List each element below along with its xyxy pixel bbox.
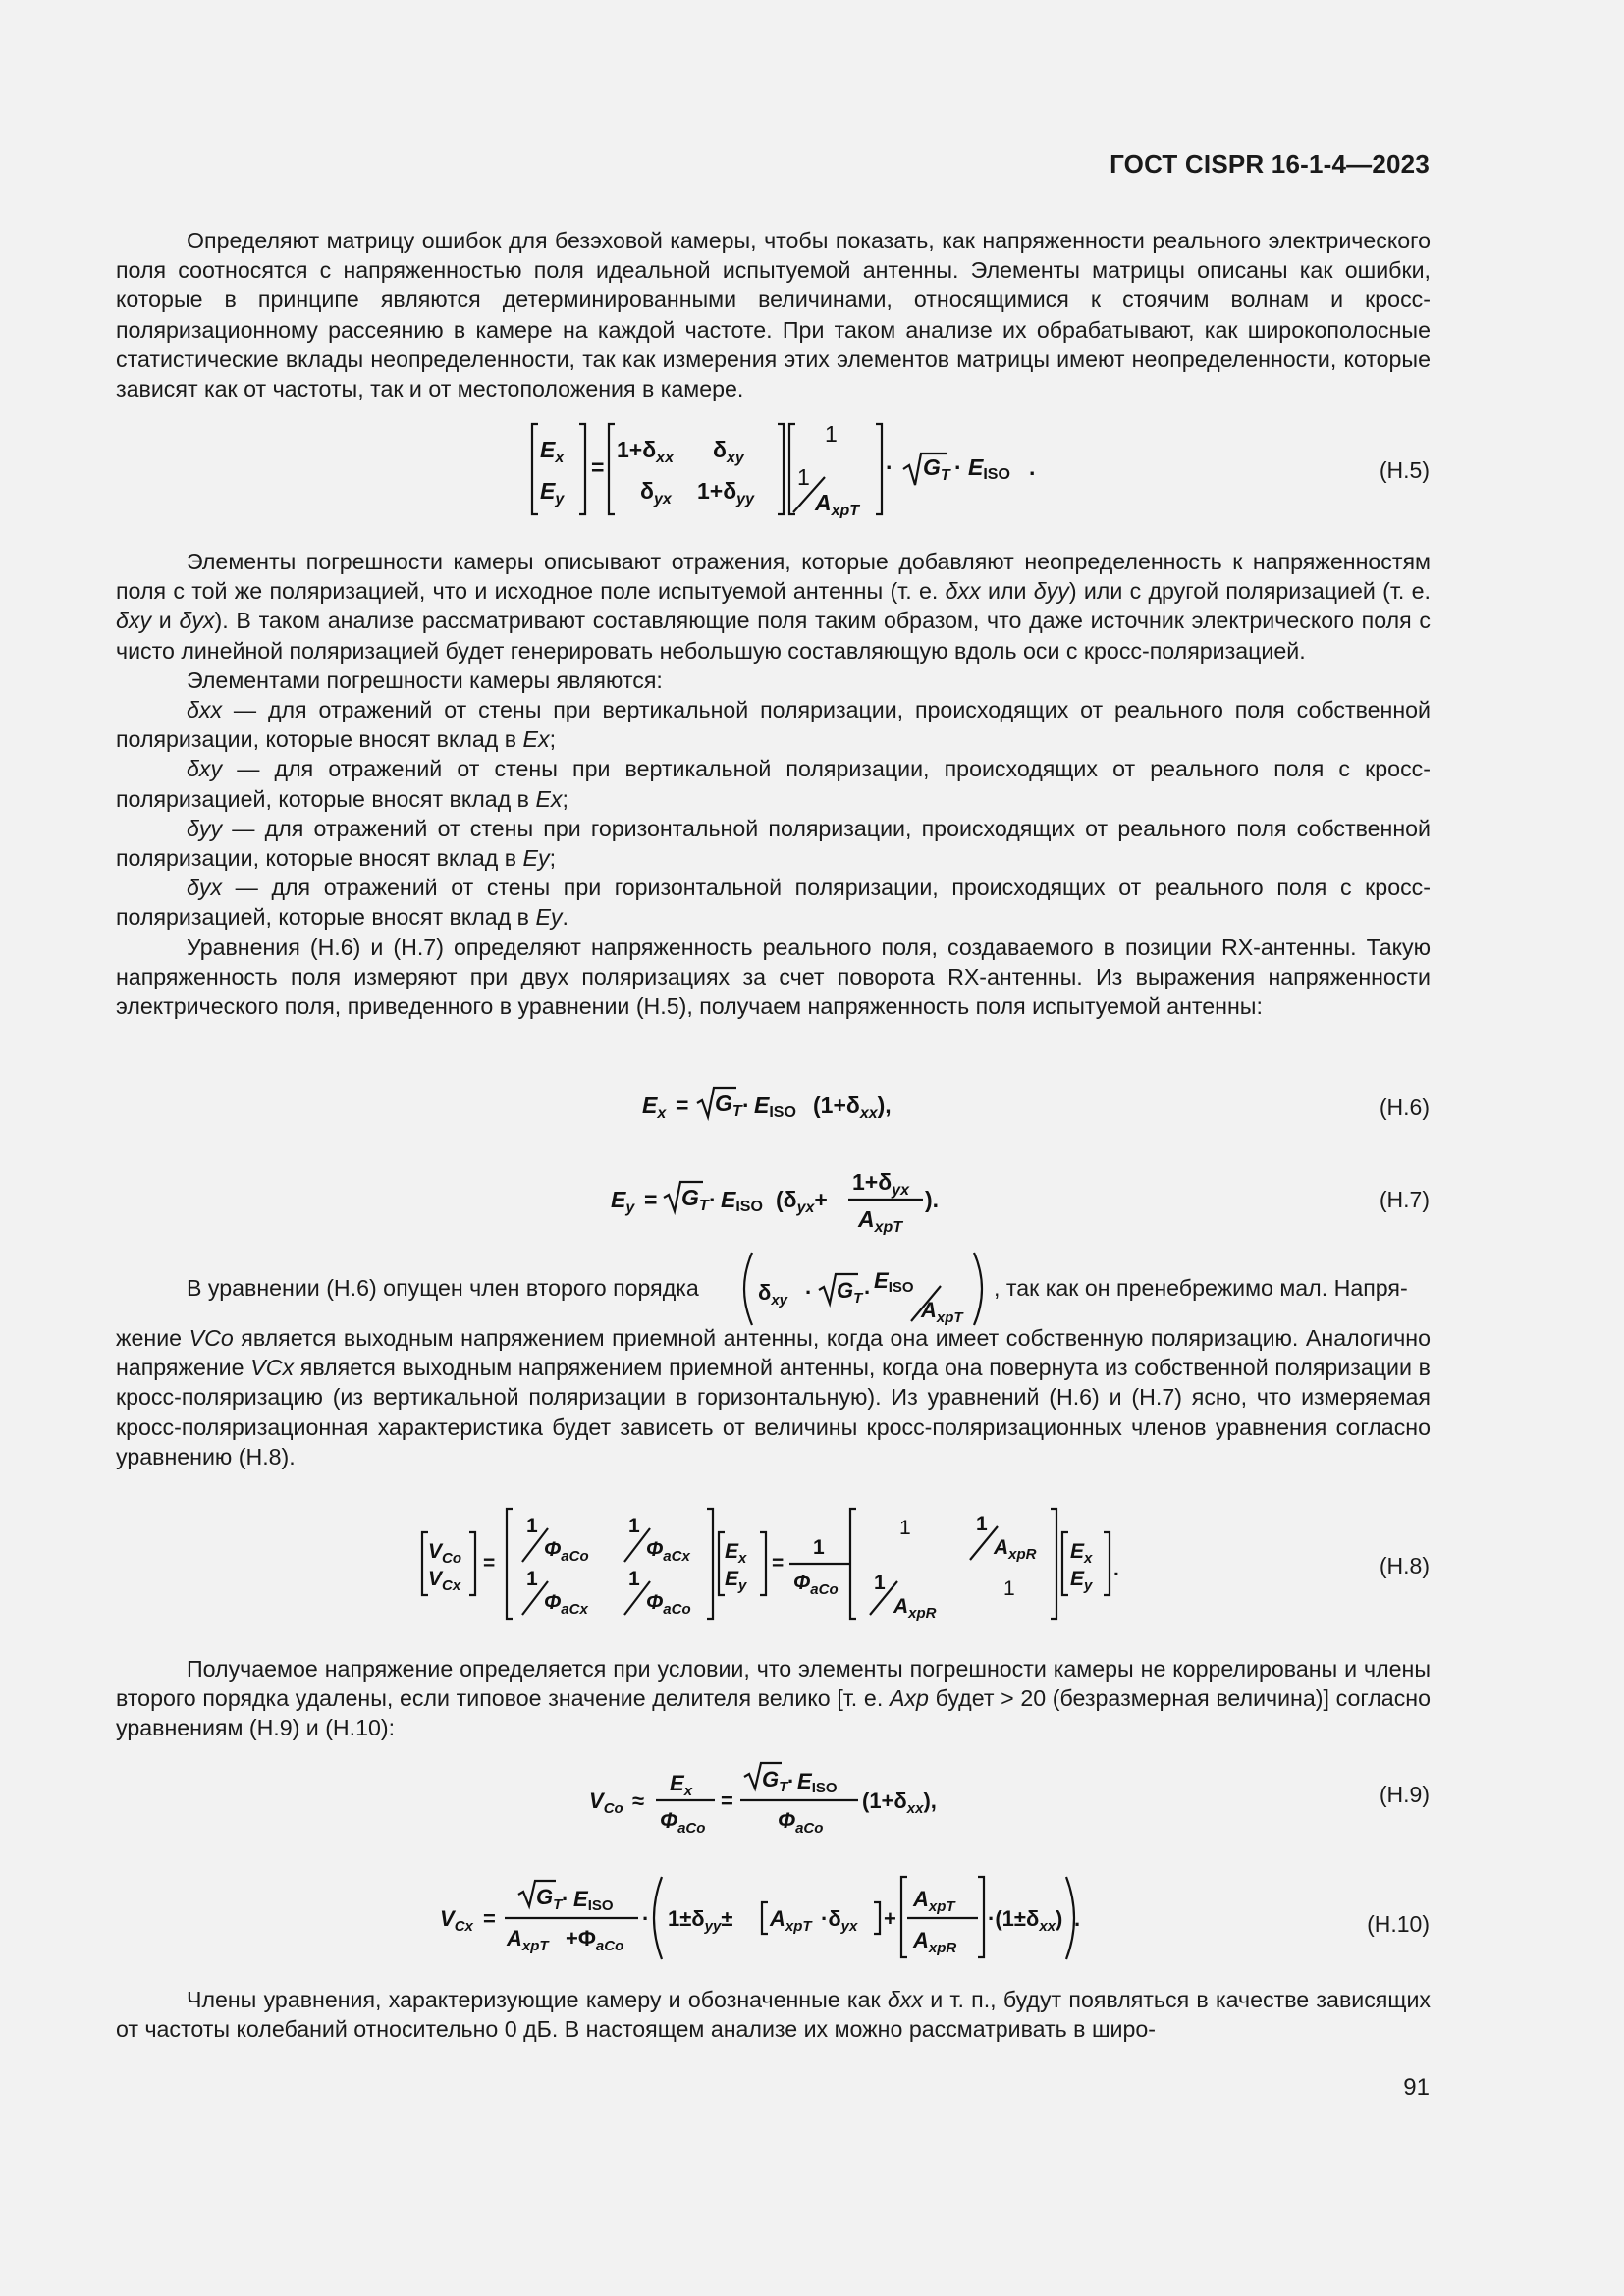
list-item: δyy — для отражений от стены при горизонтальной поляризации, происходящих от реального поля собственной поляризации, которые вносят вклад в Ey;	[116, 815, 1431, 872]
paragraph-chamber-terms	[116, 1985, 1431, 2044]
svg-text:ΦaCo: $\Phi_{aCo}$	[660, 1808, 706, 1837]
svg-text:1: 1	[628, 1568, 640, 1590]
svg-text:ΦaCo: $\Phi_{aCo}$	[544, 1538, 589, 1565]
svg-text:EISO: EISO	[754, 1093, 796, 1121]
symbol-dyy: δyy	[187, 815, 223, 841]
text-run: жение	[116, 1325, 189, 1351]
svg-text:GT: $G_T$	[681, 1185, 709, 1214]
svg-text:AxpT: $A_{xpT}$	[507, 1926, 549, 1954]
svg-text:=: =	[591, 454, 605, 480]
svg-text:=: =	[644, 1187, 658, 1212]
svg-text:Ey: $E_y$	[1070, 1568, 1093, 1594]
equation-number: (Н.10)	[1367, 1911, 1430, 1937]
paragraph-text	[116, 1985, 1431, 2044]
svg-text:=: =	[483, 1906, 496, 1931]
svg-text:GT: $G_T$	[837, 1278, 863, 1307]
svg-text:Ex: $E_x$	[540, 437, 565, 466]
svg-text:δyx: $\delta_{yx}$	[640, 478, 672, 507]
equation-h9	[587, 1759, 970, 1844]
svg-text:ΦaCo: $\Phi_{aCo}$	[793, 1572, 839, 1598]
symbol-ey: Ey	[535, 904, 563, 931]
svg-text:1+δyy: $1+\delta_{yy}$	[697, 478, 754, 507]
svg-text:AxpT: $A_{xpT}$	[921, 1298, 963, 1326]
equation-number: (Н.6)	[1379, 1095, 1430, 1120]
svg-text:(1+δxx),: $(1+\delta_{xx})$,	[862, 1789, 937, 1817]
paragraph-output-voltage	[116, 1323, 1431, 1471]
svg-text:1: 1	[874, 1572, 886, 1594]
svg-text:GT: $G_T$	[762, 1767, 788, 1795]
svg-text:GT: $G_T$	[923, 454, 950, 484]
svg-text:1: 1	[976, 1513, 988, 1535]
symbol-vco: VCo	[189, 1325, 234, 1351]
svg-text:·: ·	[709, 1187, 717, 1212]
svg-text:δxy: $\delta_{xy}$	[713, 437, 744, 466]
symbol-ey: Ey	[522, 845, 550, 872]
equation-number: (Н.8)	[1379, 1553, 1430, 1578]
equation-h7	[609, 1156, 943, 1242]
text-run: — для отражений от стены при вертикальной поляризации, происходящих от реального поля собственной поляризации, которые вносят вклад в	[116, 697, 1431, 753]
svg-text:VCo: $V_{Co}$	[428, 1540, 462, 1567]
svg-text:1: 1	[526, 1568, 538, 1590]
svg-text:AxpT: $A_{xpT}$	[913, 1887, 955, 1915]
svg-text:.: .	[1113, 1558, 1119, 1580]
svg-text:Ey: $E_y$	[611, 1187, 635, 1216]
svg-text:EISO: EISO	[874, 1268, 914, 1296]
svg-text:AxpR: $A_{xpR}$	[893, 1595, 937, 1622]
svg-text:(δyx+: ($\delta_{yx}+$	[776, 1187, 828, 1216]
text-run: будет > 20 (безразмерная величина)] согласно уравнениям (Н.9) и (Н.10):	[116, 1685, 1432, 1741]
equation-number: (Н.5)	[1379, 457, 1430, 483]
equation-number: (Н.9)	[1379, 1782, 1430, 1807]
symbol-ex: Ex	[535, 785, 563, 812]
equation-h8	[420, 1505, 1127, 1629]
symbol-dyx: δyx	[179, 608, 215, 634]
paragraph-text: Определяют матрицу ошибок для безэховой камеры, чтобы показать, как напряженности реального электрического поля соотносятся с напряженностью поля идеальной испытуемой антенны. Элементы матрицы описаны как ошибки, которые в принципе являются детерминированными величинами, относящимися к стоячим волнам и кросс-поляризационному рассеянию в камере на каждой частоте. При таком анализе их обрабатывают, как широкополосные статистические вклады неопределенности, так как измерения этих элементов матрицы имеют неопределенности, которые зависят как от частоты, так и от местоположения в камере.	[116, 228, 1431, 402]
svg-text:Ex: $E_x$	[1070, 1540, 1093, 1567]
svg-text:·δyx: $\cdot\delta_{yx}$	[821, 1906, 858, 1935]
symbol-dxy: δxy	[116, 608, 152, 634]
inline-text-before: В уравнении (Н.6) опущен член второго порядка	[187, 1275, 699, 1301]
svg-text:1: 1	[1003, 1577, 1015, 1600]
svg-text:.: .	[1074, 1906, 1081, 1931]
symbol-dyy: δyy	[1033, 578, 1069, 605]
svg-text:1: 1	[813, 1536, 825, 1559]
svg-text:1: 1	[797, 464, 810, 490]
text-run: и т. п., будут появляться в качестве зависящих от частоты колебаний относительно 0 дБ. В настоящем анализе их можно рассматривать в широ-	[116, 1987, 1431, 2043]
svg-text:AxpT: $A_{xpT}$	[815, 490, 860, 518]
svg-text:ΦaCo: $\Phi_{aCo}$	[778, 1808, 824, 1837]
svg-text:EISO: EISO	[968, 454, 1010, 483]
symbol-axp: Axp	[889, 1685, 929, 1712]
svg-text:+: +	[884, 1906, 896, 1931]
text-run: и	[151, 608, 180, 634]
symbol-dxx: δxx	[187, 697, 223, 723]
svg-text:·: ·	[864, 1280, 872, 1305]
svg-text:δxy: $\delta_{xy}$	[758, 1280, 788, 1308]
paragraph-text: Элементами погрешности камеры являются:	[187, 667, 663, 693]
equation-number: (Н.7)	[1379, 1187, 1430, 1212]
svg-text:AxpT: $A_{xpT}$	[858, 1206, 903, 1235]
text-run: Элементы погрешности камеры описывают отражения, которые добавляют неопределенность к напряженностям поля с той же поляризацией, что и исходное поле испытуемой антенны (т. е.	[116, 549, 1431, 605]
svg-text:=: =	[676, 1093, 689, 1118]
list-item: δyx — для отражений от стены при горизонтальной поляризации, происходящих от реального поля с кросс-поляризацией, которые вносят вклад в Ey.	[116, 875, 1431, 931]
svg-text:·(1±δxx): $\cdot(1\pm\delta_{xx})$	[988, 1906, 1063, 1935]
svg-text:(1+δxx),: $(1+\delta_{xx})$,	[813, 1093, 892, 1122]
svg-text:EISO: EISO	[797, 1769, 838, 1796]
svg-text:AxpR: $A_{xpR}$	[994, 1536, 1037, 1563]
symbol-vcx: VCx	[250, 1355, 295, 1381]
svg-text:EISO: EISO	[721, 1187, 763, 1215]
paragraph-chamber-errors	[116, 547, 1431, 1021]
paragraph-text	[116, 547, 1431, 666]
svg-text:VCx: $V_{Cx}$	[428, 1568, 461, 1594]
svg-text:).: ).	[925, 1187, 940, 1212]
text-run: — для отражений от стены при горизонтальной поляризации, происходящих от реального поля с кросс-поляризацией, которые вносят вклад в	[116, 875, 1431, 931]
symbol-ex: Ex	[522, 726, 550, 753]
svg-text:EISO: EISO	[573, 1887, 614, 1914]
standard-title: ГОСТ CISPR 16-1-4—2023	[1110, 149, 1430, 179]
paragraph-text	[116, 1323, 1431, 1471]
svg-text:ΦaCo: $\Phi_{aCo}$	[646, 1591, 691, 1618]
equation-h5	[530, 420, 1041, 525]
svg-text:=: =	[772, 1552, 785, 1575]
svg-text:1: 1	[899, 1517, 911, 1539]
svg-text:1: 1	[526, 1515, 538, 1537]
text-run: ) или с другой поляризацией (т. е.	[1068, 578, 1431, 605]
svg-text:·: ·	[742, 1093, 750, 1118]
svg-text:1±δyy±: $1\pm\delta_{yy}\pm$	[668, 1906, 733, 1935]
text-run: Получаемое напряжение определяется при условии, что элементы погрешности камеры не коррелированы и члены второго порядка удалены, если типовое значение делителя велико [т. е.	[116, 1656, 1431, 1712]
svg-text:Ex: $E_x$	[642, 1093, 667, 1122]
svg-text:ΦaCx: $\Phi_{aCx}$	[646, 1538, 690, 1565]
svg-text:1: 1	[825, 421, 838, 447]
svg-text:1: 1	[628, 1515, 640, 1537]
svg-text:·: ·	[562, 1887, 569, 1911]
symbol-dyx: δyx	[187, 875, 223, 901]
symbol-dxx: δxx	[945, 578, 981, 605]
svg-text:·: ·	[787, 1769, 795, 1793]
svg-text:AxpR: $A_{xpR}$	[913, 1928, 957, 1956]
text-run: — для отражений от стены при вертикальной поляризации, происходящих от реального поля с кросс-поляризацией, которые вносят вклад в	[116, 756, 1431, 812]
equation-h6	[640, 1082, 935, 1132]
svg-text:·: ·	[805, 1280, 813, 1305]
svg-text:≈: ≈	[632, 1789, 645, 1813]
symbol-dxy: δxy	[187, 756, 223, 782]
svg-text:=: =	[483, 1552, 496, 1575]
paragraph-text	[116, 1654, 1431, 1743]
text-run: или	[980, 578, 1034, 605]
svg-text:VCx: $V_{Cx}$	[440, 1906, 473, 1935]
text-run: — для отражений от стены при горизонтальной поляризации, происходящих от реального поля собственной поляризации, которые вносят вклад в	[116, 815, 1431, 872]
svg-text:VCo: $V_{Co}$	[589, 1789, 623, 1817]
svg-text:+ΦaCo: $+\Phi_{aCo}$	[566, 1926, 624, 1954]
symbol-dxx: δxx	[887, 1987, 923, 2012]
svg-text:AxpT: $A_{xpT}$	[770, 1906, 812, 1935]
svg-text:1+δxx: $1+\delta_{xx}$	[617, 437, 674, 466]
svg-text:Ey: $E_y$	[540, 478, 565, 507]
svg-text:.: .	[1029, 454, 1036, 480]
paragraph-text: Уравнения (Н.6) и (Н.7) определяют напряженность реального поля, создаваемого в позиции RX-антенны. Такую напряженность поля измеряют при двух поляризациях за счет поворота RX-антенны. Из выражения напряженности электрического поля, приведенного в уравнении (Н.5), получаем напряженность поля испытуемой антенны:	[116, 934, 1431, 1020]
inline-text-after: , так как он пренебрежимо мал. Напря-	[994, 1275, 1408, 1301]
svg-text:Ex: $E_x$	[725, 1540, 747, 1567]
page-number: 91	[1403, 2074, 1430, 2101]
paragraph-received-voltage	[116, 1654, 1431, 1743]
svg-text:Ey: $E_y$	[725, 1568, 747, 1594]
svg-text:=: =	[721, 1789, 733, 1813]
list-item: δxy — для отражений от стены при вертикальной поляризации, происходящих от реального поля с кросс-поляризацией, которые вносят вклад в Ex;	[116, 756, 1431, 812]
paragraph-error-matrix	[116, 226, 1431, 403]
svg-text:GT: $G_T$	[536, 1885, 563, 1913]
text-run: является выходным напряжением приемной антенны, когда она имеет собственную поляризацию. Аналогично напряжение	[116, 1325, 1431, 1381]
list-item: δxx — для отражений от стены при вертикальной поляризации, происходящих от реального поля собственной поляризации, которые вносят вклад в Ex;	[116, 697, 1431, 753]
text-run: ). В таком анализе рассматривают составляющие поля таким образом, что даже источник электрического поля с чисто линейной поляризацией будет генерировать небольшую составляющую вдоль оси с кросс-поляризацией.	[116, 608, 1431, 664]
text-run: является выходным напряжением приемной антенны, когда она повернута из собственной поляризации в кросс-поляризацию (из вертикальной поляризации в горизонтальную). Из уравнений (Н.6) и (Н.7) ясно, что измеряемая кросс-поляризационная характеристика будет зависеть от величины кросс-поляризационных членов уравнения согласно уравнению (Н.8).	[116, 1355, 1431, 1469]
svg-text:ΦaCx: $\Phi_{aCx}$	[544, 1591, 588, 1618]
svg-text:Ex: $E_x$	[670, 1771, 693, 1799]
equation-h10	[438, 1873, 1115, 1968]
text-run: Члены уравнения, характеризующие камеру и обозначенные как	[187, 1987, 888, 2012]
svg-text:1+δyx: $1+\delta_{yx}$	[852, 1169, 909, 1199]
svg-text:·: ·	[954, 454, 962, 480]
svg-text:GT: $G_T$	[715, 1091, 742, 1120]
svg-text:·: ·	[886, 454, 893, 480]
svg-text:·: ·	[642, 1906, 650, 1931]
